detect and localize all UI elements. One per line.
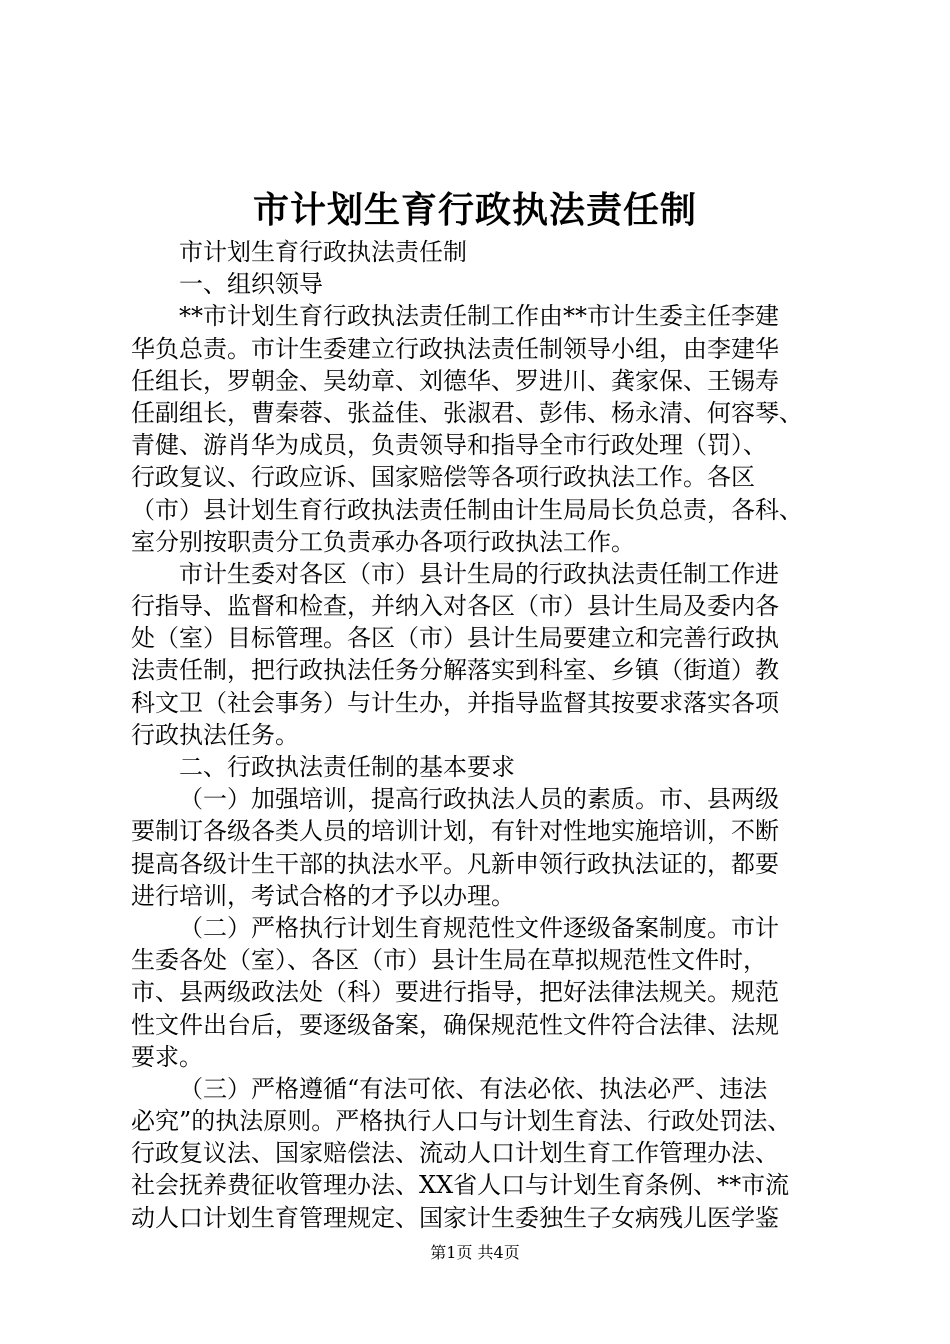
text-line: 提高各级计生干部的执法水平。凡新申领行政执法证的，都要	[131, 849, 779, 878]
text-line: （市）县计划生育行政执法责任制由计生局局长负总责，各科、	[131, 495, 803, 524]
text-line: 青健、游肖华为成员，负责领导和指导全市行政处理（罚）、	[131, 431, 767, 460]
document-title: 市计划生育行政执法责任制	[252, 189, 697, 231]
section-heading: 一、组织领导	[179, 270, 323, 299]
text-line: （一）加强培训，提高行政执法人员的素质。市、县两级	[179, 785, 779, 814]
text-line: 任组长，罗朝金、吴幼章、刘德华、罗进川、龚家保、王锡寿	[131, 366, 779, 395]
text-line: 处（室）目标管理。各区（市）县计生局要建立和完善行政执	[131, 624, 779, 653]
text-line: 必究”的执法原则。严格执行人口与计划生育法、行政处罚法、	[131, 1107, 792, 1136]
text-line: （二）严格执行计划生育规范性文件逐级备案制度。市计	[179, 913, 779, 942]
text-line: 室分别按职责分工负责承办各项行政执法工作。	[131, 527, 635, 556]
text-line: 动人口计划生育管理规定、国家计生委独生子女病残儿医学鉴	[131, 1203, 779, 1232]
text-line: 生委各处（室）、各区（市）县计生局在草拟规范性文件时，	[131, 946, 767, 975]
text-line: 行政复议、行政应诉、国家赔偿等各项行政执法工作。各区	[131, 463, 755, 492]
text-line: 市计生委对各区（市）县计生局的行政执法责任制工作进	[179, 559, 779, 588]
text-line: 社会抚养费征收管理办法、XX省人口与计划生育条例、**市流	[131, 1171, 790, 1200]
text-line: 行政复议法、国家赔偿法、流动人口计划生育工作管理办法、	[131, 1139, 779, 1168]
text-line: 性文件出台后，要逐级备案，确保规范性文件符合法律、法规	[131, 1010, 779, 1039]
text-line: 市、县两级政法处（科）要进行指导，把好法律法规关。规范	[131, 978, 779, 1007]
text-line: 法责任制，把行政执法任务分解落实到科室、乡镇（街道）教	[131, 656, 779, 685]
text-line: 行指导、监督和检查，并纳入对各区（市）县计生局及委内各	[131, 592, 779, 621]
text-line: 要制订各级各类人员的培训计划，有针对性地实施培训，不断	[131, 817, 779, 846]
text-line: 任副组长，曹秦蓉、张益佳、张淑君、彭伟、杨永清、何容琴、	[131, 398, 803, 427]
text-line: 进行培训，考试合格的才予以办理。	[131, 881, 515, 910]
text-line: （三）严格遵循“有法可依、有法必依、执法必严、违法	[179, 1074, 768, 1103]
text-line: 科文卫（社会事务）与计生办，并指导监督其按要求落实各项	[131, 688, 779, 717]
text-line: 行政执法任务。	[131, 720, 299, 749]
text-line: 要求。	[131, 1042, 203, 1071]
section-heading: 二、行政执法责任制的基本要求	[179, 753, 515, 781]
text-line: **市计划生育行政执法责任制工作由**市计生委主任李建	[179, 302, 779, 331]
text-line: 华负总责。市计生委建立行政执法责任制领导小组，由李建华	[131, 334, 779, 363]
subtitle-line: 市计划生育行政执法责任制	[179, 238, 467, 266]
page-footer: 第1页 共4页	[430, 1243, 520, 1262]
document-body	[131, 236, 851, 1234]
